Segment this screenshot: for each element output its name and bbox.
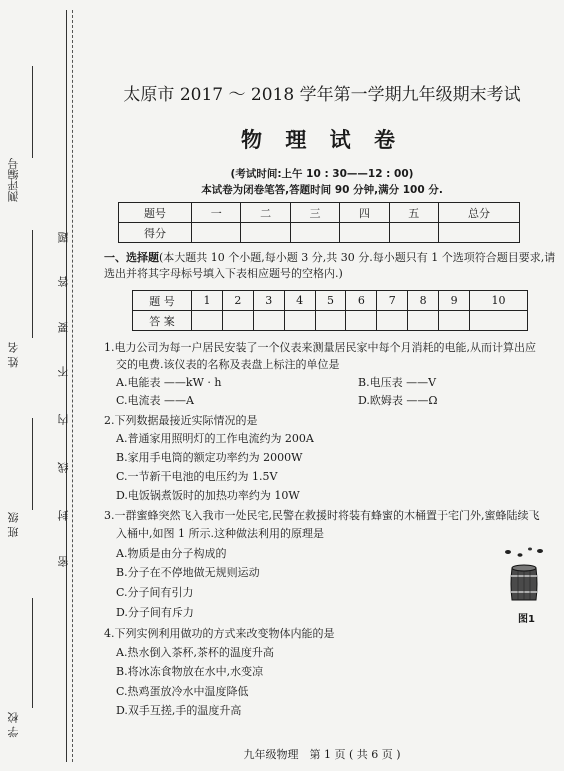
seal-char: 不 — [57, 366, 70, 377]
q1-stem-line1: 1.电力公司为每一户居民安装了一个仪表来测量居民家中每个月消耗的电能,从而计算出应 — [104, 341, 536, 354]
exam-number-blank — [32, 66, 33, 158]
q2-option-a: A.普通家用照明灯的工作电流约为 200A — [116, 432, 314, 445]
q1-option-d: D.欧姆表 ——Ω — [358, 394, 438, 407]
score-cell — [290, 223, 339, 243]
q2-stem: 2.下列数据最接近实际情况的是 — [104, 414, 258, 427]
name-label: 姓 名 — [7, 342, 20, 368]
answer-header: 1 — [192, 291, 223, 311]
seal-char: 题 — [57, 232, 70, 243]
answer-cell — [315, 311, 346, 331]
barrel-icon — [511, 565, 537, 600]
q4-option-a: A.热水倒入茶杯,茶杯的温度升高 — [116, 646, 274, 659]
answer-header: 9 — [439, 291, 470, 311]
score-header: 四 — [340, 203, 389, 223]
answer-cell — [439, 311, 470, 331]
q3-option-c: C.分子间有引力 — [116, 586, 194, 599]
seal-char: 内 — [57, 414, 70, 425]
exam-number-label: 测评编号 — [7, 158, 20, 202]
figure-1-caption: 图1 — [518, 614, 535, 625]
section1-intro-line1: (本大题共 10 个小题,每小题 3 分,共 30 分.每小题只有 1 个选项符合题目要求,请 — [159, 251, 556, 264]
score-header: 三 — [290, 203, 339, 223]
seal-char: 线 — [57, 462, 70, 473]
q2-option-d: D.电饭锅煮饭时的加热功率约为 10W — [116, 489, 300, 502]
score-cell — [389, 223, 438, 243]
q4-stem: 4.下列实例利用做功的方式来改变物体内能的是 — [104, 627, 335, 640]
q3-stem-line1: 3.一群蜜蜂突然飞入我市一处民宅,民警在救援时将装有蜂蜜的木桶置于宅门外,蜜蜂陆续飞 — [104, 509, 540, 522]
q1-stem-line2: 交的电费.该仪表的名称及表盘上标注的单位是 — [116, 358, 340, 371]
answer-cell — [253, 311, 284, 331]
exam-note: 本试卷为闭卷笔答,答题时间 90 分钟,满分 100 分. — [201, 184, 443, 196]
exam-time: (考试时间:上午 10 : 30——12 : 00) — [230, 168, 414, 180]
q2-option-c: C.一节新干电池的电压约为 1.5V — [116, 470, 278, 483]
q4-option-b: B.将冰冻食物放在水中,水变凉 — [116, 665, 264, 678]
page-footer: 九年级物理 第 1 页 ( 共 6 页 ) — [243, 748, 401, 761]
score-row-label: 得分 — [119, 223, 192, 243]
q3-option-b: B.分子在不停地做无规则运动 — [116, 566, 260, 579]
class-blank — [32, 418, 33, 510]
answer-header: 4 — [284, 291, 315, 311]
score-table — [118, 202, 520, 243]
answer-cell — [284, 311, 315, 331]
score-cell — [439, 223, 520, 243]
section1-intro-line2: 选出并将其字母标号填入下表相应题号的空格内.) — [104, 267, 343, 280]
score-header: 一 — [192, 203, 241, 223]
bee-barrel-figure — [500, 546, 550, 608]
binding-solid-line — [66, 10, 67, 762]
score-cell — [241, 223, 290, 243]
seal-char: 封 — [57, 510, 70, 521]
answer-header: 2 — [222, 291, 253, 311]
q3-stem-line2: 入桶中,如图 1 所示.这种做法利用的原理是 — [116, 527, 324, 540]
bee-icon — [505, 548, 543, 557]
q1-option-b: B.电压表 ——V — [358, 376, 437, 389]
q2-option-b: B.家用手电筒的额定功率约为 2000W — [116, 451, 303, 464]
answer-header: 7 — [377, 291, 408, 311]
answer-header: 题 号 — [133, 291, 192, 311]
answer-cell — [408, 311, 439, 331]
name-blank — [32, 230, 33, 338]
answer-header: 10 — [470, 291, 528, 311]
answer-cell — [346, 311, 377, 331]
paper-subtitle: 物 理 试 卷 — [241, 128, 403, 152]
seal-char: 要 — [57, 322, 70, 333]
answer-cell — [222, 311, 253, 331]
score-cell — [192, 223, 241, 243]
section1-heading: 一、选择题 — [104, 251, 159, 264]
exam-title: 太原市 2017 ～ 2018 学年第一学期九年级期末考试 — [123, 85, 521, 105]
score-header: 二 — [241, 203, 290, 223]
answer-row-label: 答 案 — [133, 311, 192, 331]
seal-char: 密 — [57, 556, 70, 567]
binding-dashed-line — [72, 10, 73, 762]
answer-header: 8 — [408, 291, 439, 311]
score-header: 总分 — [439, 203, 520, 223]
section1-intro — [104, 250, 556, 266]
answer-header: 5 — [315, 291, 346, 311]
school-label: 学 校 — [7, 712, 20, 738]
q1-option-a: A.电能表 ——kW · h — [116, 376, 222, 389]
class-label: 班 级 — [7, 512, 20, 538]
school-blank — [32, 598, 33, 708]
answer-header: 6 — [346, 291, 377, 311]
q4-option-c: C.热鸡蛋放冷水中温度降低 — [116, 685, 249, 698]
seal-char: 答 — [57, 276, 70, 287]
answer-cell — [192, 311, 223, 331]
score-cell — [340, 223, 389, 243]
answer-cell — [377, 311, 408, 331]
answer-cell — [470, 311, 528, 331]
answer-table — [132, 290, 528, 331]
q3-option-a: A.物质是由分子构成的 — [116, 547, 227, 560]
score-header: 五 — [389, 203, 438, 223]
q4-option-d: D.双手互搓,手的温度升高 — [116, 704, 242, 717]
answer-header: 3 — [253, 291, 284, 311]
q1-option-c: C.电流表 ——A — [116, 394, 194, 407]
score-header: 题号 — [119, 203, 192, 223]
q3-option-d: D.分子间有斥力 — [116, 606, 194, 619]
